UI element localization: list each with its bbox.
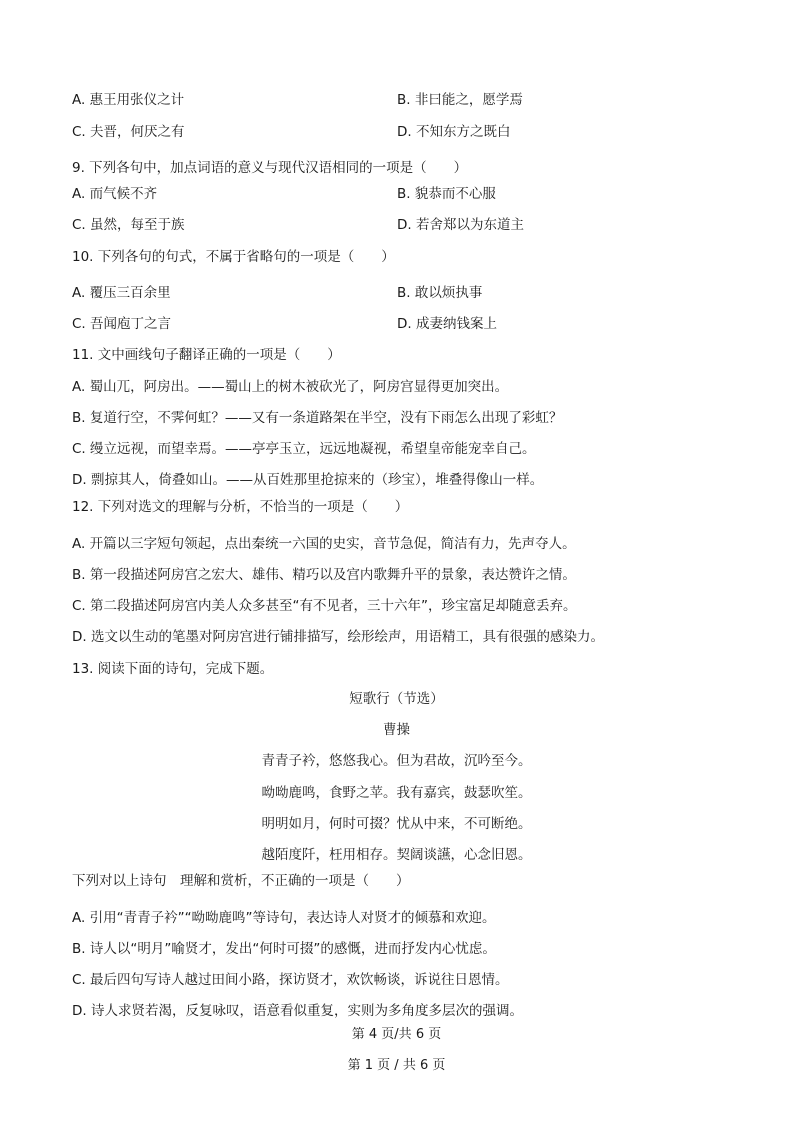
q10-option-d: D. 成妻纳钱案上 [397,316,497,332]
q9-option-b: B. 貌恭而不心服 [397,186,496,202]
q11-option-b: B. 复道行空，不霁何虹？——又有一条道路架在半空，没有下雨怎么出现了彩虹？ [72,410,563,426]
poem-author: 曹操 [383,722,410,738]
poem-title: 短歌行（节选） [349,691,444,707]
q11-stem: 11. 文中画线句子翻译正确的一项是（ ） [72,347,341,363]
q8-option-a: A. 惠王用张仪之计 [72,92,185,108]
q9-stem: 9. 下列各句中，加点词语的意义与现代汉语相同的一项是（ ） [72,160,468,176]
q13-stem: 13. 阅读下面的诗句，完成下题。 [72,661,274,677]
q11-option-a: A. 蜀山兀，阿房出。——蜀山上的树木被砍光了，阿房宫显得更加突出。 [72,379,509,395]
q13-option-c: C. 最后四句写诗人越过田间小路，探访贤才，欢饮畅谈，诉说往日恩情。 [72,972,509,988]
q12-option-a: A. 开篇以三字短句领起，点出秦统一六国的史实，音节急促，简洁有力，先声夺人。 [72,536,576,552]
q10-option-b: B. 敢以烦执事 [397,285,483,301]
q9-option-a: A. 而气候不齐 [72,186,158,202]
outer-page-number: 第 1 页 / 共 6 页 [347,1058,446,1073]
q10-option-c: C. 吾闻庖丁之言 [72,316,172,332]
poem-line-3: 明明如月，何时可掇？忧从中来，不可断绝。 [261,816,532,832]
q8-option-b: B. 非曰能之，愿学焉 [397,92,523,108]
q12-option-c: C. 第二段描述阿房宫内美人众多甚至“有不见者，三十六年”，珍宝富足却随意丢弃。 [72,598,577,614]
q12-option-b: B. 第一段描述阿房宫之宏大、雄伟、精巧以及宫内歌舞升平的景象，表达赞许之情。 [72,567,576,583]
q12-stem: 12. 下列对选文的理解与分析，不恰当的一项是（ ） [72,499,409,515]
q13-option-b: B. 诗人以“明月”喻贤才，发出“何时可掇”的感慨，进而抒发内心忧虑。 [72,941,496,957]
q13-option-d: D. 诗人求贤若渴，反复咏叹，语意看似重复，实则为多角度多层次的强调。 [72,1003,523,1019]
inner-page-number: 第 4 页/共 6 页 [351,1027,442,1042]
q9-option-c: C. 虽然，每至于族 [72,217,185,233]
poem-line-1: 青青子衿，悠悠我心。但为君故，沉吟至今。 [261,753,532,769]
poem-line-4: 越陌度阡，枉用相存。契阔谈讌，心念旧恩。 [261,847,532,863]
q12-option-d: D. 选文以生动的笔墨对阿房宫进行铺排描写，绘形绘声，用语精工，具有很强的感染力。 [72,629,604,645]
q9-option-d: D. 若舍郑以为东道主 [397,217,524,233]
q8-option-d: D. 不知东方之既白 [397,124,511,140]
poem-line-2: 呦呦鹿鸣，食野之苹。我有嘉宾，鼓瑟吹笙。 [261,785,532,801]
q13-question: 下列对以上诗句 理解和赏析，不正确的一项是（ ） [72,873,410,889]
q11-option-c: C. 缦立远视，而望幸焉。——亭亭玉立，远远地凝视，希望皇帝能宠幸自己。 [72,441,536,457]
q8-option-c: C. 夫晋，何厌之有 [72,124,185,140]
q10-stem: 10. 下列各句的句式，不属于省略句的一项是（ ） [72,249,395,265]
q10-option-a: A. 覆压三百余里 [72,285,171,301]
q13-option-a: A. 引用“青青子衿”“呦呦鹿鸣”等诗句，表达诗人对贤才的倾慕和欢迎。 [72,910,496,926]
q11-option-d: D. 剽掠其人，倚叠如山。——从百姓那里抢掠来的（珍宝），堆叠得像山一样。 [72,472,544,488]
